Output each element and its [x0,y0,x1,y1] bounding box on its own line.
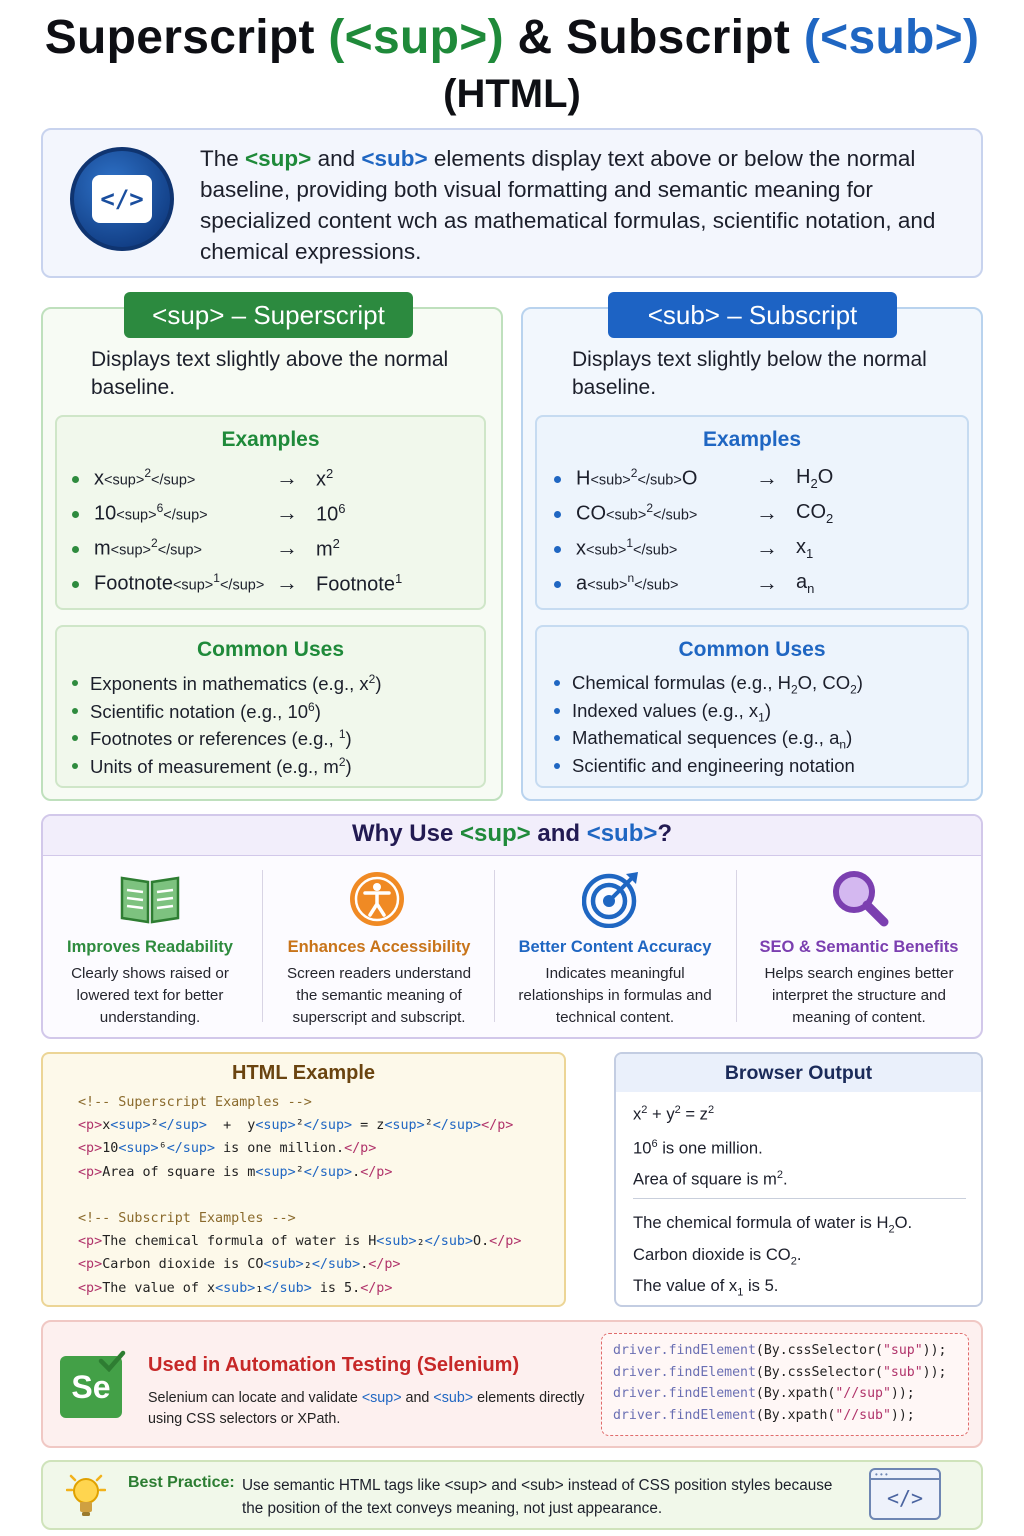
code-tag: </sub> [653,507,698,524]
why-item-readability [33,870,267,1029]
example-code [576,571,678,596]
bullet-dot [72,511,79,518]
use-post: ) [345,728,352,750]
use-text [90,672,382,695]
example-row [70,536,470,571]
target-icon [582,870,642,928]
why-item-accessibility [262,870,496,1029]
globe-code-icon: </> [70,147,174,251]
code-base: x [94,467,104,490]
example-result [316,571,402,597]
example-result [316,536,340,562]
magnifier-icon [830,868,890,928]
code-window-icon: • • • </> [869,1468,941,1520]
example-row [70,466,470,501]
use-mid: O, CO [797,672,851,693]
result-sup: 6 [338,501,346,516]
bullet-dot [554,476,561,483]
use-pre: Scientific notation (e.g., 10 [90,700,309,722]
arrow-icon: → [756,535,778,560]
subscript-tab-label: <sub> – Subscript [608,292,897,338]
result-sub: 1 [806,546,814,561]
book-icon [118,872,182,926]
lightbulb-icon [66,1472,106,1520]
code-string: "sub" [882,1364,923,1380]
output-line: Carbon dioxide is $CO_2$. [633,1245,802,1268]
arrow-icon: → [276,535,298,560]
html-example-title: HTML Example [232,1062,375,1084]
use-text [90,727,352,750]
code-end: )); [890,1408,915,1424]
arrow-icon: → [276,465,298,490]
selenium-code-line [613,1405,947,1427]
use-item [72,755,472,783]
browser-output-title: Browser Output [724,1062,873,1084]
code-value: 1 [213,571,220,585]
bullet-dot [554,581,561,588]
code-base: H [576,467,591,490]
result-sup: 2 [332,536,340,551]
output-line: $x^2 + y^2 = z^2$ [633,1104,715,1124]
code-tag: <sup> [104,472,145,489]
use-sub: 2 [790,682,798,697]
bullet-dot [72,680,78,686]
example-result [796,466,833,491]
code-base: CO [576,502,606,525]
bullet-dot [72,735,78,741]
code-value: 1 [626,536,634,550]
accessibility-icon [348,870,406,928]
code-line: <p>x<sup>²</sup> + y<sup>²</sup> = z<sup>²</sup></p> [78,1118,514,1134]
why-item-text: Clearly shows raised or lowered text for better understanding. [71,965,229,1026]
example-result [316,501,345,527]
code-tag: </sub> [634,577,679,594]
why-item-title: Improves Readability [67,938,233,956]
result-base: H [796,466,811,488]
example-result [796,571,814,596]
use-post: ) [856,672,863,693]
best-practice-text: Use semantic HTML tags like <sup> and <sub> instead of CSS position styles because the position of the text conveys meaning, not just appearance. [242,1477,833,1517]
use-post: ) [345,755,352,777]
use-pre: Units of measurement (e.g., m [90,755,339,777]
bullet-dot [72,763,78,769]
use-item [554,700,954,728]
code-value: 2 [646,501,654,515]
why-item-seo [736,870,982,1029]
page-subtitle: (HTML) [443,72,581,116]
code-tag: <sub> [587,577,628,594]
selenium-code-line [613,1383,947,1405]
use-item [554,755,954,783]
example-result [796,501,833,526]
example-row [552,536,952,571]
code-args: (By.cssSelector( [755,1343,883,1358]
why-item-text: Screen readers understand the semantic meaning of superscript and subscript. [286,965,472,1026]
code-base: 10 [94,502,117,525]
code-tag: </sup> [163,507,208,524]
result-base: x [796,536,806,558]
code-value: 6 [156,501,164,515]
why-item-title: Better Content Accuracy [518,938,712,956]
example-row [70,501,470,536]
code-base: m [94,537,111,560]
use-pre: Indexed values (e.g., x [572,699,759,721]
use-sup: 2 [368,672,376,686]
why-item-text: Helps search engines better interpret the structure and meaning of content. [764,965,954,1026]
bullet-dot [554,546,561,553]
code-tag: </sub> [633,542,678,559]
example-row [552,571,952,606]
bullet-dot [72,546,79,553]
use-post: ) [314,700,321,722]
intro-text: The <sup> and <sub> elements display text above or below the normal baseline, providing both visual formatting and semantic meaning for specialized content wch as mathematical formulas, scientific notation, and chemical expressions. [200,146,936,264]
why-title: Why Use <sup> and <sub>? [351,820,673,847]
code-tag: <sup> [110,542,151,559]
code-tag: </sup> [219,577,265,594]
code-method: driver.findElement [613,1408,756,1424]
result-base: 10 [316,503,339,526]
code-args: (By.xpath( [755,1386,836,1402]
result-base: m [316,538,333,561]
arrow-icon: → [276,500,298,525]
use-pre: Exponents in mathematics (e.g., x [90,673,369,695]
code-end: )); [922,1364,947,1380]
code-line: <p>Carbon dioxide is CO<sub>₂</sub>.</p> [78,1257,401,1273]
bullet-dot [72,476,79,483]
code-tag: <sub> [606,507,647,524]
example-code [94,501,208,526]
code-args: (By.xpath( [755,1408,836,1424]
use-sup: 2 [338,754,346,769]
code-end: )); [922,1343,947,1358]
selenium-code-line [613,1340,947,1362]
use-mid: ) [846,727,853,748]
example-result [316,466,333,492]
code-tag: </sup> [157,542,203,559]
code-tag: <sup> [116,507,157,524]
code-string: "sup" [882,1343,923,1358]
code-value: 2 [151,536,158,550]
result-sub: n [807,581,815,596]
use-pre: Footnotes or references (e.g., [90,728,339,750]
code-base: Footnote [94,572,173,595]
arrow-icon: → [756,465,778,490]
example-code [576,466,697,491]
why-item-title: SEO & Semantic Benefits [759,938,959,956]
superscript-description: Displays text slightly above the normal baseline. [91,348,449,399]
code-value: 2 [630,466,638,480]
use-item [554,727,954,755]
superscript-examples-heading: Examples [221,428,320,451]
use-text [572,672,863,697]
result-base: Footnote [316,573,395,596]
selenium-code [613,1340,947,1427]
superscript-tab-label: <sup> – Superscript [124,292,413,338]
why-item-text: Indicates meaningful relationships in formulas and technical content. [518,965,712,1026]
bullet-dot [554,735,560,741]
code-line: <p>Area of square is m<sup>²</sup>.</p> [78,1164,393,1180]
code-method: driver.findElement [613,1364,756,1380]
code-after: O [681,467,698,490]
check-icon [98,1350,126,1372]
use-mid: ) [764,699,771,721]
output-line: The chemical formula of water is $H_2O$. [633,1213,913,1236]
code-tag: <sub> [586,542,627,559]
arrow-icon: → [276,570,298,595]
result-base: a [796,571,808,593]
selenium-code-line [613,1362,947,1384]
result-base: CO [796,501,826,523]
bullet-dot [72,581,79,588]
use-pre: Chemical formulas (e.g., H [572,672,791,693]
bullet-dot [554,763,560,769]
code-method: driver.findElement [613,1343,756,1358]
code-tag: <sub> [590,472,631,489]
use-pre: Mathematical sequences (e.g., a [572,727,840,748]
example-row [552,501,952,536]
code-tag: </sub> [637,472,682,489]
result-sup: 1 [394,571,403,586]
use-sub: 2 [850,682,857,697]
selenium-text: Selenium can locate and validate <sup> and <sub> elements directly using CSS selectors or XPath. [148,1390,585,1427]
example-code [94,536,202,561]
selenium-title: Used in Automation Testing (Selenium) [148,1354,520,1376]
code-string: "//sup" [835,1386,891,1402]
use-sub: 1 [758,710,765,725]
use-sup: 1 [338,727,346,741]
example-code [94,571,264,596]
bullet-dot [554,708,560,714]
arrow-icon: → [756,500,778,525]
example-row [70,571,470,606]
arrow-icon: → [756,570,778,595]
example-result [796,536,813,561]
bullet-dot [554,680,560,686]
example-row [552,466,952,501]
use-text [572,700,771,725]
output-line: $10^6$ is one million. [633,1138,763,1158]
page-title: Superscript (<sup>) & Subscript (<sub>) [44,11,980,64]
selenium-logo: Se [60,1356,122,1418]
code-line: <p>The value of x<sub>₁</sub> is 5.</p> [78,1280,393,1296]
use-text [572,727,852,752]
why-item-accuracy [494,870,736,1029]
use-item [72,672,472,700]
best-practice-label: Best Practice: [128,1474,235,1491]
code-line: <p>10<sup>⁶</sup> is one million.</p> [78,1141,377,1157]
use-sup: 6 [308,699,315,714]
result-after: O [817,466,834,488]
result-sub: 2 [810,476,818,491]
code-args: (By.cssSelector( [755,1364,883,1380]
code-method: driver.findElement [613,1386,756,1402]
code-base: a [576,572,588,595]
use-pre: Scientific and engineering notation [572,754,855,776]
code-comment: <!-- Superscript Examples --> [78,1095,312,1110]
result-base: x [316,468,326,491]
use-item [72,727,472,755]
use-post: ) [375,673,382,695]
code-tag: <sup> [172,577,214,594]
subscript-examples-heading: Examples [702,428,802,451]
code-value: n [627,571,635,585]
example-code [576,536,677,561]
code-string: "//sub" [835,1408,891,1424]
code-end: )); [890,1386,915,1402]
use-text [90,700,321,723]
code-value: 2 [144,466,152,480]
code-base: x [576,537,586,560]
code-tag: </sup> [151,472,196,489]
code-line: <p>The chemical formula of water is H<sub>₂</sub>O.</p> [78,1234,522,1250]
example-code [94,466,195,491]
subscript-description: Displays text slightly below the normal baseline. [572,348,927,399]
output-line: Area of square is $m^2$. [633,1169,788,1189]
result-sup: 2 [326,466,334,481]
use-item [554,672,954,700]
output-divider [633,1198,966,1199]
subscript-uses-heading: Common Uses [678,638,826,661]
why-item-title: Enhances Accessibility [287,938,471,956]
output-line: The value of $x_1$ is 5. [633,1276,779,1299]
use-text [572,755,855,777]
result-sub: 2 [826,511,834,526]
use-item [72,700,472,728]
code-comment: <!-- Subscript Examples --> [78,1211,296,1227]
html-example-code [78,1091,521,1300]
bullet-dot [554,511,561,518]
example-code [576,501,697,526]
superscript-uses-heading: Common Uses [196,638,345,661]
bullet-dot [72,708,78,714]
use-sub: n [839,737,847,752]
use-text [90,755,352,778]
